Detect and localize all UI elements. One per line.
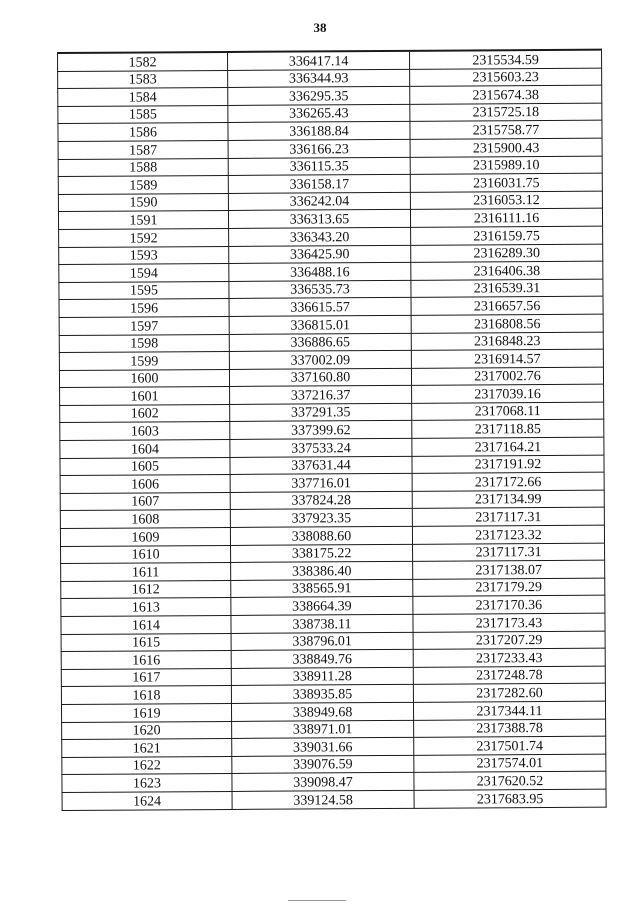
x-coordinate-cell: 338088.60	[230, 526, 412, 545]
y-coordinate-cell: 2316159.75	[411, 226, 603, 245]
x-coordinate-cell: 337291.35	[230, 403, 412, 422]
point-number-cell: 1594	[59, 264, 229, 283]
x-coordinate-cell: 336886.65	[229, 333, 411, 352]
y-coordinate-cell: 2317233.43	[413, 648, 605, 667]
y-coordinate-cell: 2316914.57	[411, 349, 603, 368]
y-coordinate-cell: 2315674.38	[410, 85, 602, 104]
point-number-cell: 1602	[60, 404, 230, 423]
y-coordinate-cell: 2317620.52	[414, 772, 606, 791]
y-coordinate-cell: 2317191.92	[412, 455, 604, 474]
y-coordinate-cell: 2316539.31	[411, 279, 603, 298]
point-number-cell: 1616	[61, 651, 231, 670]
x-coordinate-cell: 336242.04	[228, 192, 410, 211]
point-number-cell: 1598	[59, 334, 229, 353]
y-coordinate-cell: 2316031.75	[410, 173, 602, 192]
page-number: 38	[313, 20, 327, 35]
x-coordinate-cell: 336425.90	[229, 245, 411, 264]
y-coordinate-cell: 2317207.29	[413, 631, 605, 650]
x-coordinate-cell: 336343.20	[229, 227, 411, 246]
x-coordinate-cell: 337533.24	[230, 438, 412, 457]
point-number-cell: 1608	[60, 510, 230, 529]
y-coordinate-cell: 2316053.12	[410, 191, 602, 210]
point-number-cell: 1585	[58, 105, 228, 124]
y-coordinate-cell: 2317118.85	[412, 420, 604, 439]
y-coordinate-cell: 2317164.21	[412, 437, 604, 456]
x-coordinate-cell: 336815.01	[229, 315, 411, 334]
x-coordinate-cell: 339031.66	[232, 737, 414, 756]
y-coordinate-cell: 2317683.95	[414, 789, 606, 808]
x-coordinate-cell: 339076.59	[232, 755, 414, 774]
point-number-cell: 1592	[59, 228, 229, 247]
x-coordinate-cell: 336295.35	[228, 87, 410, 106]
y-coordinate-cell: 2317138.07	[413, 560, 605, 579]
y-coordinate-cell: 2316657.56	[411, 296, 603, 315]
point-number-cell: 1614	[61, 615, 231, 634]
x-coordinate-cell: 339098.47	[232, 773, 414, 792]
y-coordinate-cell: 2317172.66	[412, 472, 604, 491]
point-number-cell: 1587	[58, 140, 228, 159]
x-coordinate-cell: 338664.39	[231, 597, 413, 616]
y-coordinate-cell: 2317068.11	[412, 402, 604, 421]
y-coordinate-cell: 2315534.59	[409, 50, 601, 69]
x-coordinate-cell: 338949.68	[231, 702, 413, 721]
x-coordinate-cell: 336158.17	[228, 175, 410, 194]
y-coordinate-cell: 2316111.16	[410, 209, 602, 228]
x-coordinate-cell: 339124.58	[232, 790, 414, 809]
y-coordinate-cell: 2317173.43	[413, 613, 605, 632]
point-number-cell: 1591	[58, 211, 228, 230]
x-coordinate-cell: 337716.01	[230, 474, 412, 493]
point-number-cell: 1595	[59, 281, 229, 300]
x-coordinate-cell: 336265.43	[228, 104, 410, 123]
coordinates-table	[57, 49, 607, 811]
point-number-cell: 1601	[60, 387, 230, 406]
x-coordinate-cell: 338849.76	[231, 650, 413, 669]
point-number-cell: 1597	[59, 316, 229, 335]
y-coordinate-cell: 2317134.99	[412, 490, 604, 509]
x-coordinate-cell: 338565.91	[231, 579, 413, 598]
x-coordinate-cell: 337824.28	[230, 491, 412, 510]
x-coordinate-cell: 336488.16	[229, 262, 411, 281]
x-coordinate-cell: 337399.62	[230, 421, 412, 440]
point-number-cell: 1611	[61, 563, 231, 582]
x-coordinate-cell: 338796.01	[231, 632, 413, 651]
y-coordinate-cell: 2316406.38	[411, 261, 603, 280]
y-coordinate-cell: 2317170.36	[413, 596, 605, 615]
y-coordinate-cell: 2317179.29	[413, 578, 605, 597]
y-coordinate-cell: 2317123.32	[412, 525, 604, 544]
y-coordinate-cell: 2317574.01	[414, 754, 606, 773]
point-number-cell: 1600	[59, 369, 229, 388]
point-number-cell: 1619	[61, 703, 231, 722]
point-number-cell: 1621	[62, 739, 232, 758]
point-number-cell: 1618	[61, 686, 231, 705]
x-coordinate-cell: 337923.35	[230, 509, 412, 528]
y-coordinate-cell: 2316848.23	[411, 332, 603, 351]
point-number-cell: 1588	[58, 158, 228, 177]
y-coordinate-cell: 2317388.78	[414, 719, 606, 738]
point-number-cell: 1610	[61, 545, 231, 564]
x-coordinate-cell: 338935.85	[231, 685, 413, 704]
x-coordinate-cell: 336615.57	[229, 298, 411, 317]
x-coordinate-cell: 337002.09	[229, 350, 411, 369]
point-number-cell: 1624	[62, 791, 232, 810]
y-coordinate-cell: 2316808.56	[411, 314, 603, 333]
point-number-cell: 1612	[61, 580, 231, 599]
x-coordinate-cell: 336417.14	[228, 51, 410, 70]
point-number-cell: 1607	[60, 492, 230, 511]
y-coordinate-cell: 2317344.11	[413, 701, 605, 720]
x-coordinate-cell: 338911.28	[231, 667, 413, 686]
y-coordinate-cell: 2315603.23	[410, 68, 602, 87]
point-number-cell: 1589	[58, 176, 228, 195]
point-number-cell: 1604	[60, 440, 230, 459]
x-coordinate-cell: 336115.35	[228, 157, 410, 176]
y-coordinate-cell: 2316289.30	[411, 244, 603, 263]
point-number-cell: 1620	[62, 721, 232, 740]
point-number-cell: 1613	[61, 598, 231, 617]
x-coordinate-cell: 337160.80	[229, 368, 411, 387]
point-number-cell: 1590	[58, 193, 228, 212]
y-coordinate-cell: 2317501.74	[414, 736, 606, 755]
point-number-cell: 1605	[60, 457, 230, 476]
y-coordinate-cell: 2315758.77	[410, 121, 602, 140]
y-coordinate-cell: 2317117.31	[413, 543, 605, 562]
point-number-cell: 1593	[59, 246, 229, 265]
point-number-cell: 1603	[60, 422, 230, 441]
point-number-cell: 1609	[60, 527, 230, 546]
y-coordinate-cell: 2315989.10	[410, 156, 602, 175]
y-coordinate-cell: 2317039.16	[412, 384, 604, 403]
x-coordinate-cell: 337631.44	[230, 456, 412, 475]
y-coordinate-cell: 2317002.76	[411, 367, 603, 386]
coordinates-table-body	[58, 50, 607, 810]
point-number-cell: 1599	[59, 352, 229, 371]
y-coordinate-cell: 2315900.43	[410, 138, 602, 157]
y-coordinate-cell: 2317282.60	[413, 684, 605, 703]
point-number-cell: 1582	[58, 52, 228, 71]
y-coordinate-cell: 2317248.78	[413, 666, 605, 685]
point-number-cell: 1617	[61, 668, 231, 687]
y-coordinate-cell: 2317117.31	[412, 508, 604, 527]
point-number-cell: 1615	[61, 633, 231, 652]
x-coordinate-cell: 336344.93	[228, 69, 410, 88]
bottom-rule	[288, 900, 346, 901]
point-number-cell: 1584	[58, 88, 228, 107]
x-coordinate-cell: 338738.11	[231, 614, 413, 633]
x-coordinate-cell: 336188.84	[228, 122, 410, 141]
table-row	[62, 789, 606, 810]
x-coordinate-cell: 336535.73	[229, 280, 411, 299]
x-coordinate-cell: 338386.40	[231, 562, 413, 581]
x-coordinate-cell: 336313.65	[228, 210, 410, 229]
x-coordinate-cell: 336166.23	[228, 139, 410, 158]
point-number-cell: 1583	[58, 70, 228, 89]
x-coordinate-cell: 338971.01	[232, 720, 414, 739]
point-number-cell: 1586	[58, 123, 228, 142]
point-number-cell: 1606	[60, 475, 230, 494]
point-number-cell: 1622	[62, 756, 232, 775]
y-coordinate-cell: 2315725.18	[410, 103, 602, 122]
x-coordinate-cell: 338175.22	[231, 544, 413, 563]
point-number-cell: 1623	[62, 774, 232, 793]
point-number-cell: 1596	[59, 299, 229, 318]
x-coordinate-cell: 337216.37	[230, 386, 412, 405]
